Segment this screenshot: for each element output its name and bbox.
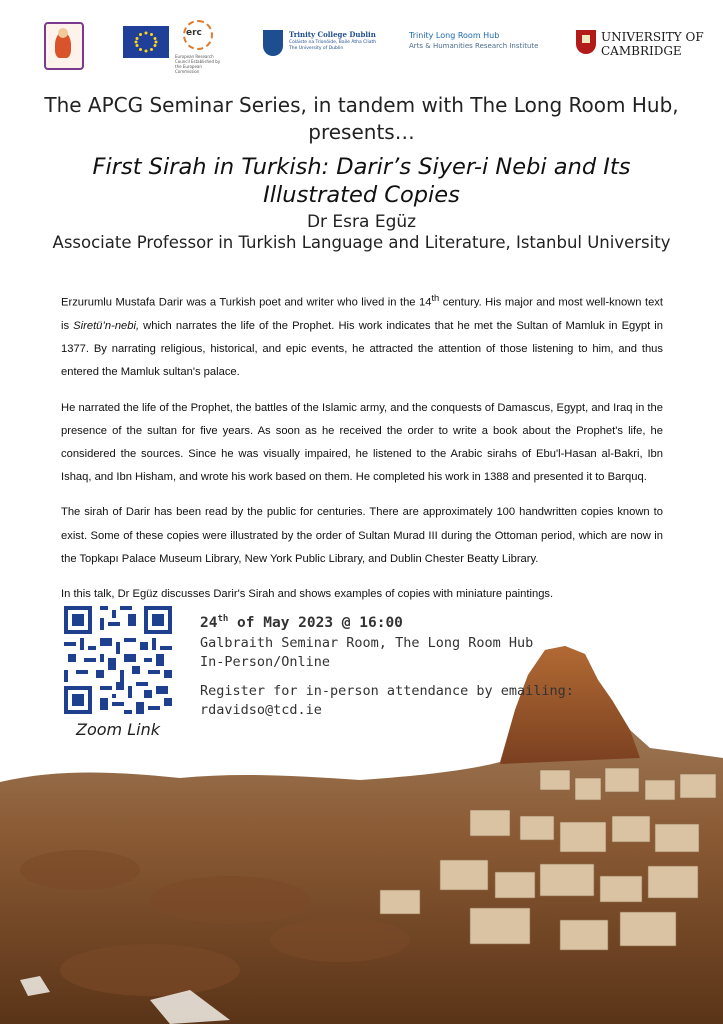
eu-stars-icon xyxy=(123,26,169,58)
p1-text-a: Erzurumlu Mustafa Darir was a Turkish poet and writer who lived in the 14 xyxy=(61,296,432,309)
erc-logo xyxy=(175,20,221,74)
tcd-logo-sub: The University of Dublin xyxy=(289,46,344,51)
p1-sup: th xyxy=(431,293,440,303)
registration-email-link[interactable]: rdavidso@tcd.ie xyxy=(200,701,322,718)
logo-bar xyxy=(0,16,723,72)
apcg-logo xyxy=(44,22,84,70)
abstract-paragraph-4: In this talk, Dr Egüz discusses Darir's Sirah and shows examples of copies with miniature paintings. xyxy=(61,587,554,600)
cambridge-logo xyxy=(576,30,704,62)
abstract-paragraph-1 xyxy=(61,287,663,385)
event-details xyxy=(200,608,574,720)
erc-logo-subtext: European Research Council Established by the European Commission xyxy=(175,54,221,74)
p1-italic-title: Siretü’n-nebi, xyxy=(73,319,140,332)
registration-instruction: Register for in-person attendance by emailing: xyxy=(200,682,574,699)
event-date xyxy=(200,608,574,634)
cambridge-shield-icon xyxy=(576,30,596,54)
cambridge-line1: UNIVERSITY OF xyxy=(601,30,704,44)
tcd-logo-irish: Coláiste na Tríonóide, Baile Átha Cliath xyxy=(289,40,377,45)
cambridge-logo-text xyxy=(601,30,704,58)
spacer xyxy=(200,672,574,682)
series-line2: presents… xyxy=(308,120,415,144)
talk-title-line1: First Sirah in Turkish: Darir’s Siyer-i Nebi and Its xyxy=(92,154,631,180)
speaker-affiliation: Associate Professor in Turkish Language and Literature, Istanbul University xyxy=(52,233,671,252)
p1-text-c: which narrates the life of the Prophet. His work indicates that he met the Sultan of Mamluk in Egypt in 1377. By narrating religious, historical, and epic events, he attracted the attention of those listening to him, and thus entered the Mamluk sultan's palace. xyxy=(61,319,664,379)
abstract-paragraph-2: He narrated the life of the Prophet, the battles of the Islamic army, and the conquests of Damascus, Egypt, and Iraq in the presence of the sultan for five years. As soon as he received the order to write a book about the Prophet's life, he considered the sources. Since he was visually impaired, he listened to the Arabic sirahs of Ebu'l-Hasan al-Bakri, Ibn Ishaq, and Ibn Hisham, and wrote his work based on them. He completed his work in 1388 and presented it to Barquq. xyxy=(61,401,663,484)
erc-logo-text: erc xyxy=(186,28,202,38)
series-heading xyxy=(0,92,723,146)
cambridge-line2: CAMBRIDGE xyxy=(601,44,682,58)
talk-title-line2: Illustrated Copies xyxy=(263,182,460,208)
speaker-name: Dr Esra Egüz xyxy=(306,212,417,232)
talk-title xyxy=(0,153,723,209)
abstract xyxy=(61,287,663,618)
event-date-day: 24 xyxy=(200,614,218,631)
event-mode: In-Person/Online xyxy=(200,653,331,670)
series-line1: The APCG Seminar Series, in tandem with The Long Room Hub, xyxy=(44,93,679,117)
event-date-sup: th xyxy=(217,614,229,624)
lrh-logo-name: Trinity Long Room Hub xyxy=(409,31,500,40)
apcg-head-icon xyxy=(58,28,68,38)
event-venue: Galbraith Seminar Room, The Long Room Hub xyxy=(200,634,534,651)
tcd-logo-name: Trinity College Dublin xyxy=(289,30,376,39)
qr-code-label: Zoom Link xyxy=(76,720,160,739)
long-room-hub-logo xyxy=(409,31,539,61)
tcd-shield-icon xyxy=(263,30,283,56)
eu-flag-logo xyxy=(123,26,169,58)
event-date-rest: of May 2023 @ 16:00 xyxy=(228,614,403,631)
abstract-paragraph-3: The sirah of Darir has been read by the public for centuries. There are approximately 100 handwritten copies known to exist. Some of these copies were illustrated by the order of Sultan Murad III during the Ottoman period, which are now in the Topkapı Palace Museum Library, New York Public Library, and Dublin Chester Beatty Library. xyxy=(61,506,663,565)
zoom-qr-code[interactable] xyxy=(64,606,172,714)
lrh-logo-sub: Arts & Humanities Research Institute xyxy=(409,42,539,50)
tcd-logo xyxy=(263,30,377,64)
p1-text-b: century. His major and most well-known text is xyxy=(61,296,663,332)
